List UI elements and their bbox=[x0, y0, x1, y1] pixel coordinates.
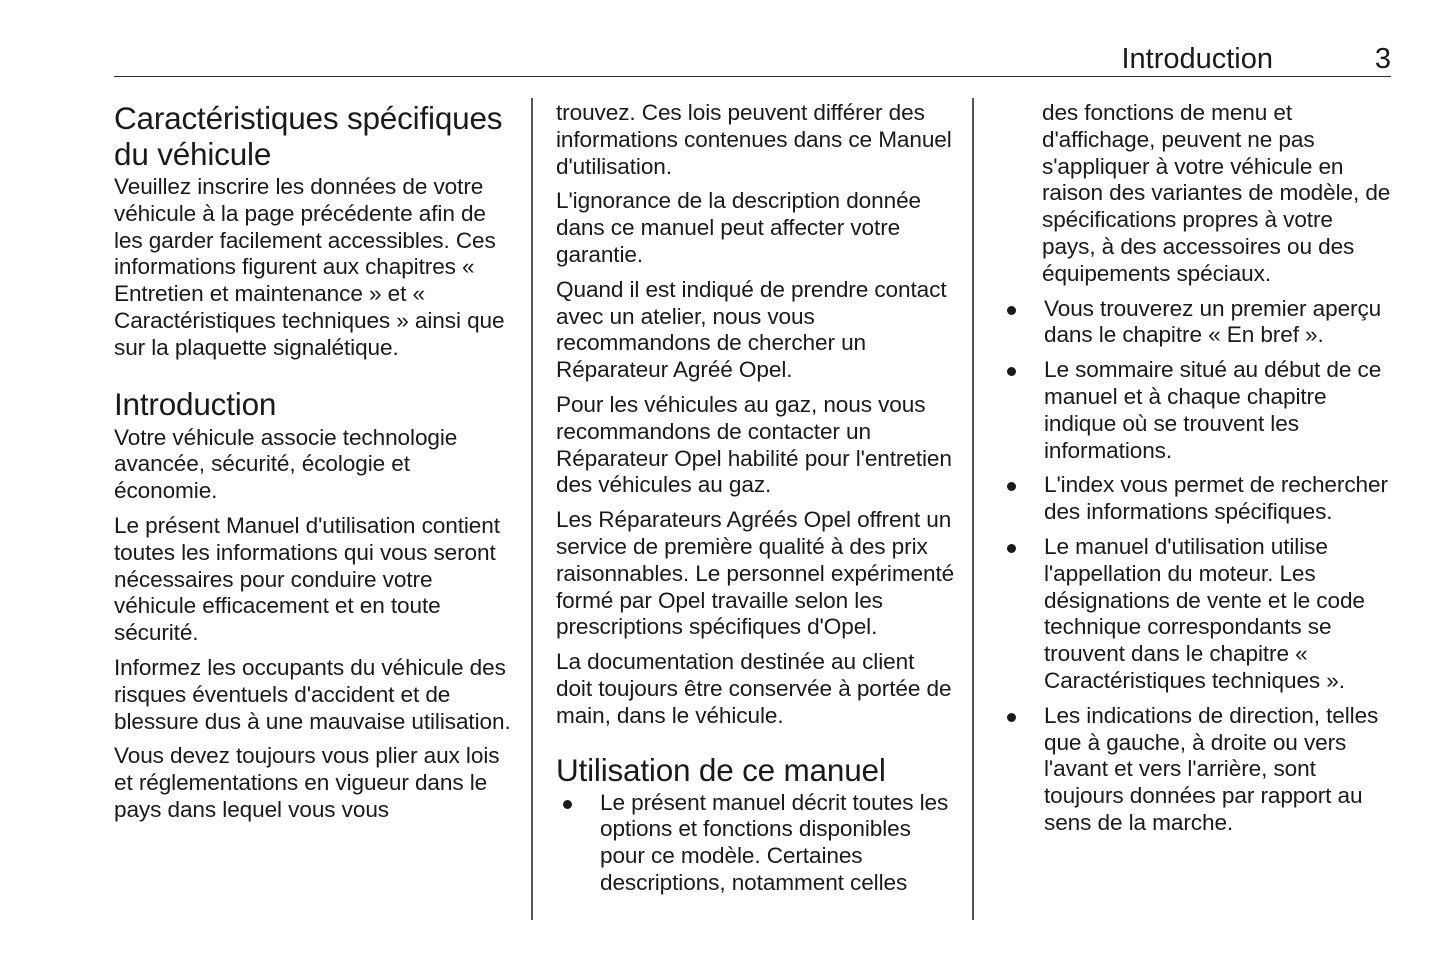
list-item bbox=[1000, 703, 1392, 837]
paragraph: Veuillez inscrire les données de votre véhicule à la page précédente afin de les garder facilement accessibles. Ces informations figurent aux chapitres « Entretien et maintenance » et « Caractéristiques techniques » ainsi que sur la plaquette signalétique. bbox=[114, 174, 505, 360]
paragraph: Les Réparateurs Agréés Opel offrent un service de première qualité à des prix raisonnables. Le personnel expérimenté formé par Opel travaille selon les prescriptions spécifiques d'Opel. bbox=[556, 507, 955, 640]
paragraph: Vous devez toujours vous plier aux lois et réglementations en vigueur dans le pays dans lequel vous vous bbox=[114, 743, 500, 822]
bullet-list bbox=[1000, 296, 1392, 837]
list-item bbox=[1000, 357, 1392, 464]
column-1 bbox=[114, 100, 514, 832]
paragraph: Quand il est indiqué de prendre contact avec un atelier, nous vous recommandons de chercher un Réparateur Agréé Opel. bbox=[556, 276, 947, 383]
bullet-icon bbox=[1007, 544, 1016, 553]
section-heading-vehicle-specifics: Caractéristiques spécifiques du véhicule bbox=[114, 100, 503, 172]
list-item-text: Le présent manuel décrit toutes les options et fonctions disponibles pour ce modèle. Certaines descriptions, notamment celles bbox=[600, 789, 949, 895]
list-item-text: L'index vous permet de rechercher des informations spécifiques. bbox=[1044, 472, 1388, 525]
bullet-list bbox=[556, 790, 956, 897]
list-item-continuation: des fonctions de menu et d'affichage, peuvent ne pas s'appliquer à votre véhicule en raison des variantes de modèle, de spécifications propres à votre pays, à des accessoires ou des équipements spéciaux. bbox=[1042, 100, 1391, 286]
bullet-icon bbox=[563, 800, 572, 809]
column-3 bbox=[1000, 100, 1392, 845]
paragraph: Le présent Manuel d'utilisation contient toutes les informations qui vous seront nécessaires pour conduire votre véhicule efficacement et en toute sécurité. bbox=[114, 512, 500, 646]
bullet-icon bbox=[1007, 306, 1016, 315]
bullet-icon bbox=[1007, 482, 1016, 491]
column-2 bbox=[556, 100, 956, 905]
paragraph: Votre véhicule associe technologie avancée, sécurité, écologie et économie. bbox=[114, 424, 458, 504]
paragraph: L'ignorance de la description donnée dans ce manuel peut affecter votre garantie. bbox=[556, 188, 921, 267]
list-item bbox=[556, 790, 956, 897]
list-item bbox=[1000, 296, 1392, 350]
column-divider bbox=[531, 98, 533, 920]
list-item-text: Les indications de direction, telles que à gauche, à droite ou vers l'avant et vers l'arrière, sont toujours données par rapport au sens de la marche. bbox=[1044, 702, 1379, 835]
running-header-title: Introduction bbox=[1121, 43, 1273, 75]
page-header bbox=[114, 40, 1391, 77]
section-heading-manual-usage: Utilisation de ce manuel bbox=[556, 751, 886, 788]
list-item-text: Le sommaire situé au début de ce manuel et à chaque chapitre indique où se trouvent les informations. bbox=[1044, 357, 1382, 463]
section-heading-introduction: Introduction bbox=[114, 385, 277, 422]
paragraph: trouvez. Ces lois peuvent différer des informations contenues dans ce Manuel d'utilisation. bbox=[556, 100, 952, 179]
bullet-icon bbox=[1007, 367, 1016, 376]
column-divider bbox=[972, 98, 974, 920]
list-item bbox=[1000, 534, 1392, 695]
page-number: 3 bbox=[1374, 43, 1391, 75]
paragraph: Pour les véhicules au gaz, nous vous recommandons de contacter un Réparateur Opel habilité pour l'entretien des véhicules au gaz. bbox=[556, 391, 952, 498]
paragraph: La documentation destinée au client doit toujours être conservée à portée de main, dans le véhicule. bbox=[556, 649, 952, 728]
list-item-text: Vous trouverez un premier aperçu dans le chapitre « En bref ». bbox=[1044, 295, 1382, 348]
paragraph: Informez les occupants du véhicule des risques éventuels d'accident et de blessure dus à une mauvaise utilisation. bbox=[114, 654, 511, 734]
bullet-icon bbox=[1007, 713, 1016, 722]
list-item bbox=[1000, 472, 1392, 526]
list-item-text: Le manuel d'utilisation utilise l'appellation du moteur. Les désignations de vente et le code technique correspondants se trouvent dans le chapitre « Caractéristiques techniques ». bbox=[1044, 533, 1365, 693]
